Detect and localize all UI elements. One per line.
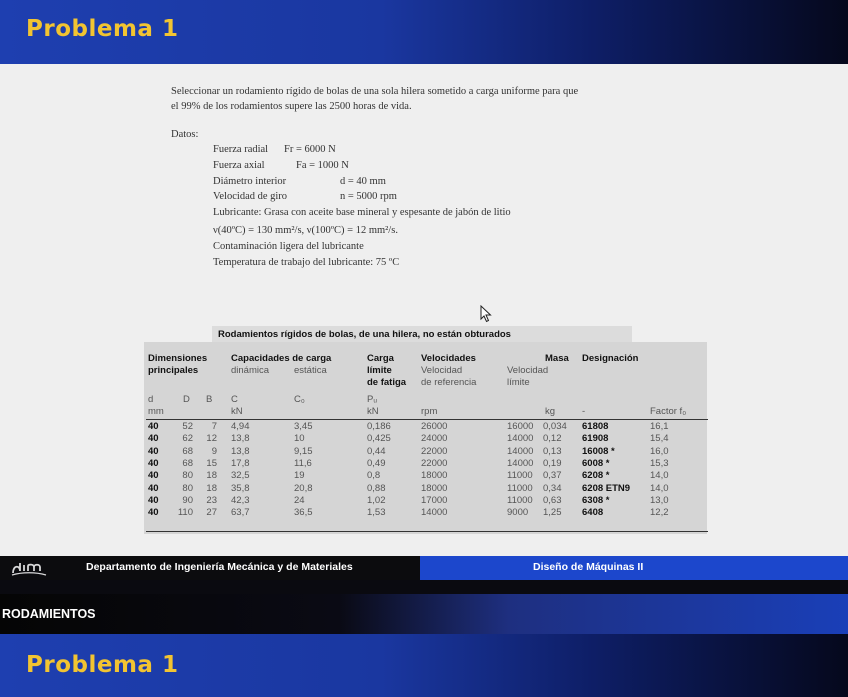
header-factor-f0: Factor f₀	[650, 406, 687, 417]
department-name: Departamento de Ingeniería Mecánica y de Materiales	[86, 561, 353, 573]
table-cell-B: 7	[211, 421, 217, 432]
table-cell-Pu: 0,186	[367, 421, 391, 432]
unit-kN: kN	[367, 406, 379, 417]
table-cell-f0: 12,2	[650, 507, 669, 519]
header-d: d	[148, 394, 154, 405]
header-principales: principales	[148, 365, 199, 376]
table-cell-Pu: 1,53	[367, 507, 386, 519]
table-cell-D: 80	[182, 470, 193, 482]
table-cell-C0: 24	[294, 494, 305, 506]
table-cell-C: 42,3	[231, 494, 250, 506]
table-cell-Pu: 0,44	[367, 445, 386, 457]
table-cell-Pu: 0,49	[367, 457, 386, 469]
table-cell-C: 17,8	[231, 457, 250, 469]
header-Pu: Pᵤ	[367, 394, 377, 405]
table-cell-des: 6208 *	[582, 470, 610, 482]
table-cell-masa: 0,63	[543, 494, 562, 506]
datos-item-label: Fuerza radial	[213, 144, 269, 155]
datos-item-label: Lubricante: Grasa con aceite base mineral y espesante de jabón de litio	[213, 207, 511, 219]
table-cell-Pu: 0,425	[367, 433, 391, 445]
table-cell-d: 40	[148, 507, 159, 519]
next-slide-title: Problema 1	[26, 652, 179, 678]
unit-kg: kg	[545, 406, 556, 417]
datos-list	[213, 144, 511, 273]
header-designacion: Designación	[582, 353, 639, 364]
table-cell-des: 61908	[582, 433, 609, 445]
header-velocidades: Velocidades	[421, 353, 476, 364]
header-de-fatiga: de fatiga	[367, 377, 407, 388]
table-cell-C0: 3,45	[294, 421, 313, 432]
table-cell-vlim: 14000	[507, 457, 534, 469]
table-cell-vlim: 14000	[507, 445, 534, 457]
datos-item	[213, 257, 511, 273]
datos-item-label: Contaminación ligera del lubricante	[213, 240, 364, 252]
mouse-pointer-icon	[480, 305, 492, 323]
table-cell-C0: 20,8	[294, 482, 313, 494]
table-cell-vref: 14000	[421, 507, 448, 519]
table-cell-D: 68	[182, 457, 193, 469]
datos-label: Datos:	[171, 129, 199, 140]
header-dimensiones: Dimensiones	[148, 353, 208, 364]
datos-item	[213, 176, 511, 192]
table-bottom-rule	[146, 531, 708, 532]
table-cell-d: 40	[148, 445, 159, 457]
table-cell-vref: 18000	[421, 482, 448, 494]
datos-item	[213, 144, 511, 160]
table-cell-d: 40	[148, 433, 159, 445]
table-cell-masa: 1,25	[543, 507, 562, 519]
datos-item-label: Fuerza axial	[213, 159, 265, 171]
datos-item-value: Fa = 1000 N	[296, 159, 349, 171]
table-cell-masa: 0,12	[543, 433, 562, 445]
header-velocidad-lim: Velocidad	[507, 365, 549, 376]
header-de-referencia: de referencia	[421, 377, 477, 388]
table-cell-des: 6308 *	[582, 494, 610, 506]
header-carga: Carga	[367, 353, 394, 364]
table-cell-C: 4,94	[231, 421, 250, 432]
table-cell-B: 15	[206, 457, 217, 469]
table-cell-des: 6408	[582, 507, 604, 519]
table-cell-f0: 15,4	[650, 433, 669, 445]
table-cell-D: 90	[182, 494, 193, 506]
datos-item	[213, 160, 511, 176]
separator-bar	[0, 580, 848, 594]
datos-item	[213, 223, 511, 241]
table-cell-vlim: 9000	[507, 507, 529, 519]
table-cell-vlim: 16000	[507, 421, 534, 432]
header-C0: C₀	[294, 394, 305, 405]
table-cell-Pu: 0,88	[367, 482, 386, 494]
table-cell-B: 18	[206, 482, 217, 494]
table-cell-f0: 13,0	[650, 494, 669, 506]
table-cell-vref: 24000	[421, 433, 448, 445]
table-cell-Pu: 1,02	[367, 494, 386, 506]
table-cell-d: 40	[148, 457, 159, 469]
table-cell-C: 35,8	[231, 482, 250, 494]
table-cell-vlim: 11000	[507, 494, 533, 506]
table-cell-C: 63,7	[231, 507, 250, 519]
datos-item	[213, 241, 511, 257]
table-cell-masa: 0,19	[543, 457, 562, 469]
table-cell-B: 18	[206, 470, 217, 482]
header-masa: Masa	[545, 353, 569, 364]
table-cell-C0: 9,15	[294, 445, 313, 457]
table-cell-C0: 19	[294, 470, 305, 482]
unit-mm: mm	[148, 406, 164, 417]
table-cell-f0: 14,0	[650, 482, 669, 494]
table-cell-Pu: 0,8	[367, 470, 381, 482]
table-cell-D: 110	[177, 507, 193, 519]
slide-header	[0, 0, 848, 64]
header-velocidad-ref: Velocidad	[421, 365, 463, 376]
table-cell-B: 9	[211, 445, 217, 457]
header-dinamica: dinámica	[231, 365, 270, 376]
problem-statement-line: el 99% de los rodamientos supere las 2500 horas de vida.	[171, 101, 412, 112]
problem-statement	[171, 84, 691, 114]
table-cell-d: 40	[148, 494, 159, 506]
unit-dash: -	[582, 406, 586, 417]
slide-title: Problema 1	[26, 16, 179, 42]
table-caption: Rodamientos rígidos de bolas, de una hilera, no están obturados	[212, 326, 632, 343]
table-cell-masa: 0,34	[543, 482, 562, 494]
table-cell-D: 62	[182, 433, 193, 445]
table-cell-B: 12	[206, 433, 217, 445]
table-cell-masa: 0,034	[543, 421, 567, 432]
datos-item-label: Temperatura de trabajo del lubricante: 75 ºC	[213, 256, 400, 268]
table-cell-vlim: 14000	[507, 433, 534, 445]
section-bar	[0, 594, 848, 634]
header-limite: límite	[367, 365, 392, 376]
next-slide-header	[0, 634, 848, 697]
table-cell-masa: 0,37	[543, 470, 562, 482]
table-cell-vlim: 11000	[507, 482, 533, 494]
table-cell-f0: 14,0	[650, 470, 669, 482]
datos-item	[213, 207, 511, 223]
slide-content	[0, 64, 848, 556]
section-label: RODAMIENTOS	[2, 607, 96, 621]
datos-item-value: d = 40 mm	[340, 175, 386, 187]
datos-item	[213, 191, 511, 207]
unit-rpm: rpm	[421, 406, 438, 417]
table-cell-C0: 10	[294, 433, 305, 445]
header-limite2: límite	[507, 377, 530, 388]
table-cell-d: 40	[148, 470, 159, 482]
table-cell-masa: 0,13	[543, 445, 562, 457]
table-cell-vref: 22000	[421, 457, 448, 469]
unit-kN: kN	[231, 406, 243, 417]
table-cell-f0: 16,0	[650, 445, 669, 457]
datos-item-value: Fr = 6000 N	[284, 144, 336, 155]
table-cell-vref: 17000	[421, 494, 448, 506]
datos-item-label: Diámetro interior	[213, 175, 287, 187]
table-cell-des: 61808	[582, 421, 609, 432]
table-cell-C0: 36,5	[294, 507, 313, 519]
table-cell-D: 68	[182, 445, 193, 457]
table-cell-f0: 15,3	[650, 457, 669, 469]
header-D: D	[183, 394, 190, 405]
table-cell-des: 16008 *	[582, 445, 615, 457]
table-cell-B: 23	[206, 494, 217, 506]
table-cell-B: 27	[206, 507, 217, 519]
table-cell-f0: 16,1	[650, 421, 669, 432]
table-header-rule	[146, 419, 708, 420]
table-cell-C: 13,8	[231, 445, 250, 457]
table-cell-vref: 22000	[421, 445, 448, 457]
header-C: C	[231, 394, 238, 405]
problem-statement-line: Seleccionar un rodamiento rígido de bolas de una sola hilera sometido a carga uniforme para que	[171, 86, 579, 97]
table-cell-C: 32,5	[231, 470, 250, 482]
table-cell-D: 52	[182, 421, 193, 432]
table-cell-d: 40	[148, 482, 159, 494]
table-cell-des: 6208 ETN9	[582, 482, 631, 494]
datos-item-value: n = 5000 rpm	[340, 191, 397, 203]
datos-item-label: ν(40ºC) = 130 mm²/s, ν(100ºC) = 12 mm²/s.	[213, 224, 398, 236]
course-name: Diseño de Máquinas II	[533, 561, 644, 573]
footer-bar	[0, 556, 848, 580]
table-cell-vref: 18000	[421, 470, 448, 482]
header-B: B	[206, 394, 213, 405]
table-cell-C0: 11,6	[294, 457, 312, 469]
table-cell-vlim: 11000	[507, 470, 533, 482]
header-estatica: estática	[294, 365, 327, 376]
table-cell-C: 13,8	[231, 433, 250, 445]
table-cell-vref: 26000	[421, 421, 448, 432]
table-cell-d: 40	[148, 421, 159, 432]
header-capacidades: Capacidades de carga	[231, 353, 332, 364]
table-cell-des: 6008 *	[582, 457, 610, 469]
dim-logo-icon	[10, 559, 48, 577]
table-cell-D: 80	[182, 482, 193, 494]
datos-item-label: Velocidad de giro	[213, 191, 288, 203]
